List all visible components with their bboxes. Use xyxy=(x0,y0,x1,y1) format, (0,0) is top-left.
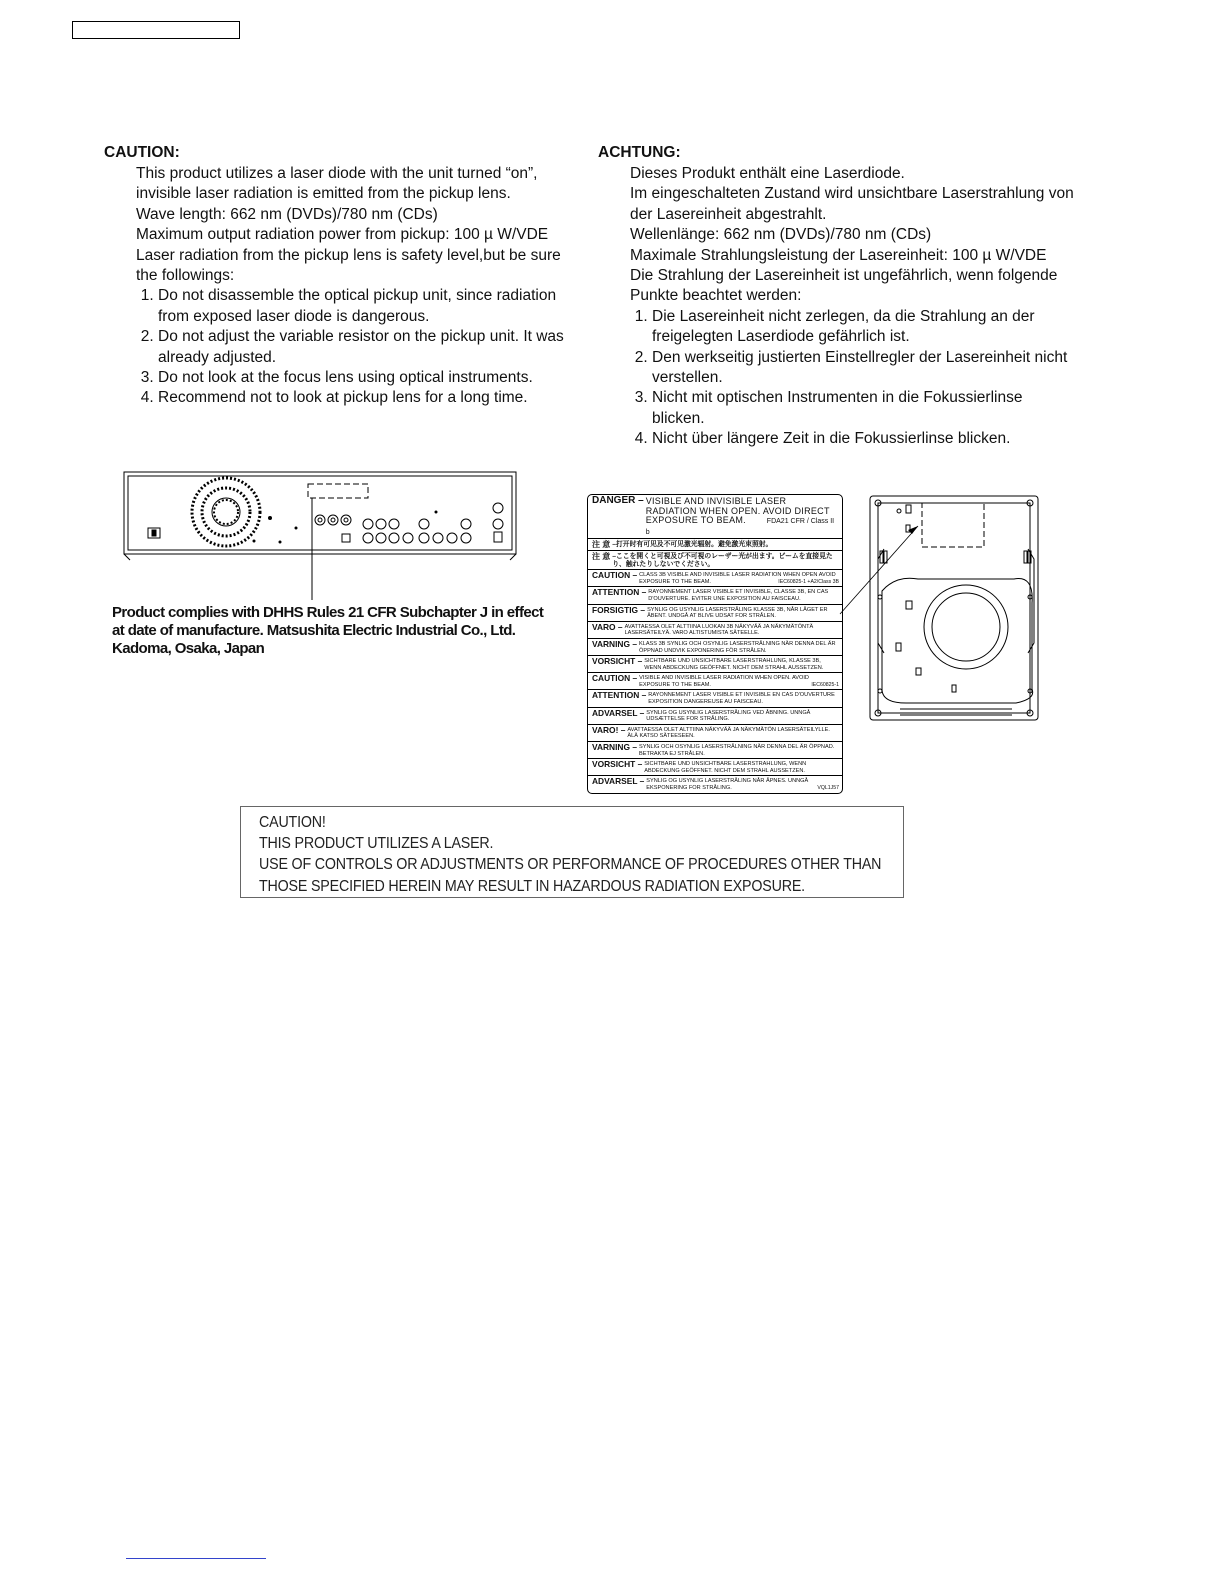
label-row-text: KLASS 3B SYNLIG OCH OSYNLIG LASERSTRÅLNING NÄR DENNA DEL ÄR ÖPPNAD UNDVIK EXPONERING FÖR STRÅLEN. xyxy=(638,640,836,654)
label-row-text: SICHTBARE UND UNSICHTBARE LASERSTRAHLUNG, WENN ABDECKUNG GEÖFFNET. NICHT DEM STRAHL AUSSETZEN. xyxy=(644,761,807,774)
label-row-japanese xyxy=(588,551,842,570)
caution-section-german xyxy=(598,143,1078,450)
label-row-key: VARO! – xyxy=(592,724,626,735)
caution-box-line: THOSE SPECIFIED HEREIN MAY RESULT IN HAZARDOUS RADIATION EXPOSURE. xyxy=(259,877,805,895)
label-row-text: SYNLIG OG USYNLIG LASERSTRÅLING KLASSE 3B, NÅR LÅGET ER ÅBENT. UNDGÅ AT BLIVE UDSAT FOR STRÅLEN. xyxy=(647,606,828,620)
label-row-text: –ここを開くと可視及び不可視のレーザー光が出ます。ビームを直接見たり、触れたりしないでください。 xyxy=(612,552,833,568)
label-row-key: 注 意 xyxy=(592,551,611,561)
achtung-list xyxy=(630,307,1078,450)
label-row-chinese xyxy=(588,539,842,551)
label-row-text: SICHTBARE UND UNSICHTBARE LASERSTRAHLUNG, KLASSE 3B, WENN ABDECKUNG GEÖFFNET. NICHT DEM STRAHL AUSSETZEN. xyxy=(644,658,824,671)
av-jacks xyxy=(315,503,503,543)
label-row-text: RAYONNEMENT LASER VISIBLE ET INVISIBLE, CLASSE 3B, EN CAS D'OUVERTURE. EVITER UNE EXPOSITION AU FAISCEAU. xyxy=(648,589,829,602)
label-row-key: DANGER – xyxy=(592,495,644,506)
unit-top-view-drawing xyxy=(866,493,1046,725)
label-row xyxy=(588,570,842,587)
label-row-text: RAYONNEMENT LASER VISIBLE ET INVISIBLE EN CAS D'OUVERTURE EXPOSITION DANGEREUSE AU FAISCEAU. xyxy=(648,692,835,706)
label-row-text: AVATTAESSA OLET ALTTIINA LUOKAN 3B NÄKYVÄÄ JA NÄKYMÄTÖNTÄ LASERSÄTEILYÄ. VARO ALTISTUMISTA SÄTEELLE. xyxy=(624,623,814,637)
achtung-heading: ACHTUNG: xyxy=(598,144,681,161)
label-row-key: CAUTION – xyxy=(592,570,638,581)
compliance-line: at date of manufacture. Matsushita Electric Industrial Co., Ltd. xyxy=(112,622,516,639)
achtung-power: Maximale Strahlungsleistung der Lasereinheit: 100 µ W/VDE xyxy=(630,246,1047,264)
achtung-list-item: 4. Nicht über längere Zeit in die Fokussierlinse blicken. xyxy=(652,429,1078,449)
caution-box-line: THIS PRODUCT UTILIZES A LASER. xyxy=(259,835,494,853)
caution-list-item: 4. Recommend not to look at pickup lens for a long time. xyxy=(158,388,584,408)
rear-panel-drawing xyxy=(120,468,526,604)
achtung-paragraph: Im eingeschalteten Zustand wird unsichtbare Laserstrahlung von der Lasereinheit abgestrahlt. xyxy=(630,185,1074,223)
label-row-key: 注 意 xyxy=(592,540,611,550)
label-row-text-body: CLASS 3B VISIBLE AND INVISIBLE LASER RADIATION WHEN OPEN AVOID EXPOSURE TO THE BEAM. xyxy=(639,572,836,585)
label-row-code: IEC60825-1 xyxy=(811,681,839,688)
label-row xyxy=(588,742,842,759)
label-row-danger xyxy=(588,495,842,539)
achtung-list-item: 2. Den werkseitig justierten Einstellregler der Lasereinheit nicht verstellen. xyxy=(652,348,1078,389)
label-row-key: ADVARSEL – xyxy=(592,776,645,787)
label-row-key: VORSICHT – xyxy=(592,656,643,667)
danger-text: VISIBLE AND INVISIBLE LASER RADIATION WHEN OPEN. AVOID DIRECT EXPOSURE TO BEAM. xyxy=(645,496,830,526)
caution-heading: CAUTION: xyxy=(104,144,180,161)
label-row xyxy=(588,673,842,690)
header-box xyxy=(72,21,240,39)
label-row-text: SYNLIG OG USYNLIG LASERSTRÅLING VED ÅBNING. UNNGÅ UDSÆTTELSE FOR STRÅLING. xyxy=(646,709,811,723)
label-row-key: ATTENTION – xyxy=(592,690,647,701)
label-row-key: VARNING – xyxy=(592,638,637,649)
achtung-list-item: 1. Die Lasereinheit nicht zerlegen, da die Strahlung an der freigelegten Laserdiode gefährlich ist. xyxy=(652,307,1078,348)
label-row-text-body: VISIBLE AND INVISIBLE LASER RADIATION WHEN OPEN. AVOID EXPOSURE TO THE BEAM. xyxy=(639,675,809,688)
achtung-wavelength: Wellenlänge: 662 nm (DVDs)/780 nm (CDs) xyxy=(630,226,932,244)
caution-list xyxy=(136,286,584,408)
label-row-text-body: SYNLIG OG USYNLIG LASERSTRÅLING NÅR ÅPNES. UNNGÅ EKSPONERING FOR STRÅLING. xyxy=(646,778,809,791)
label-row-text xyxy=(644,776,842,792)
label-row-text xyxy=(637,570,842,586)
caution-section-english xyxy=(104,143,584,409)
dhhs-compliance-label xyxy=(112,604,582,658)
achtung-paragraph: Dieses Produkt enthält eine Laserdiode. xyxy=(630,165,905,182)
label-row xyxy=(588,776,842,792)
caution-box-line: CAUTION! xyxy=(259,814,326,831)
label-row-text xyxy=(644,495,842,538)
label-row xyxy=(588,639,842,656)
label-row-key: VARNING – xyxy=(592,742,637,753)
label-row xyxy=(588,708,842,725)
label-row-key: VORSICHT – xyxy=(592,759,643,770)
label-row xyxy=(588,759,842,776)
label-row-text: AVATTAESSA OLET ALTTIINA NÄKYVÄÄ JA NÄKYMÄTÖN LASERSÄTEILYLLE. ÄLÄ KATSO SÄTEESEEN. xyxy=(627,726,830,740)
label-row xyxy=(588,725,842,742)
achtung-paragraph: Die Strahlung der Lasereinheit ist ungefährlich, wenn folgende Punkte beachtet werden: xyxy=(630,267,1058,305)
label-row-text xyxy=(637,673,842,689)
label-row-key: CAUTION – xyxy=(592,673,638,684)
label-row xyxy=(588,605,842,622)
label-row-key: ADVARSEL – xyxy=(592,707,645,718)
caution-list-item: 2. Do not adjust the variable resistor on the pickup unit. It was already adjusted. xyxy=(158,327,584,368)
label-row xyxy=(588,656,842,673)
label-row xyxy=(588,622,842,639)
footer-rule xyxy=(126,1558,266,1559)
label-row-code: VQL1J57 xyxy=(817,785,839,791)
label-row-text: –打开时有可见及不可见激光辐射。避免激光束照射。 xyxy=(612,541,773,549)
label-row xyxy=(588,690,842,707)
label-row-text: SYNLIG OCH OSYNLIG LASERSTRÅLNING NÄR DENNA DEL ÄR ÖPPNAD. BETRAKTA EJ STRÅLEN. xyxy=(638,744,835,757)
label-row-key: FORSIGTIG – xyxy=(592,604,646,615)
caution-wavelength: Wave length: 662 nm (DVDs)/780 nm (CDs) xyxy=(136,205,438,223)
fan-vent-drawing xyxy=(192,478,260,546)
compliance-line: Kadoma, Osaka, Japan xyxy=(112,640,265,657)
danger-code: FDA21 CFR / Class II b xyxy=(645,518,835,536)
label-row-code: IEC60825-1 +A2/Class 3B xyxy=(778,578,839,585)
achtung-list-item: 3. Nicht mit optischen Instrumenten in die Fokussierlinse blicken. xyxy=(652,388,1078,429)
label-row-key: VARO – xyxy=(592,621,623,632)
caution-list-item: 3. Do not look at the focus lens using optical instruments. xyxy=(158,368,584,388)
caution-power: Maximum output radiation power from pickup: 100 µ W/VDE xyxy=(136,226,549,244)
caution-paragraph: Laser radiation from the pickup lens is safety level,but be sure the followings: xyxy=(136,246,561,285)
caution-box-line: USE OF CONTROLS OR ADJUSTMENTS OR PERFORMANCE OF PROCEDURES OTHER THAN xyxy=(259,856,882,874)
caution-list-item: 1. Do not disassemble the optical pickup unit, since radiation from exposed laser diode is dangerous. xyxy=(158,286,584,327)
label-row-key: ATTENTION – xyxy=(592,587,647,598)
laser-warning-label xyxy=(587,494,843,794)
caution-paragraph: This product utilizes a laser diode with the unit turned “on”, invisible laser radiation is emitted from the pickup lens. xyxy=(136,165,538,203)
laser-caution-box xyxy=(240,806,904,898)
label-row xyxy=(588,587,842,604)
compliance-line: Product complies with DHHS Rules 21 CFR Subchapter J in effect xyxy=(112,604,544,621)
